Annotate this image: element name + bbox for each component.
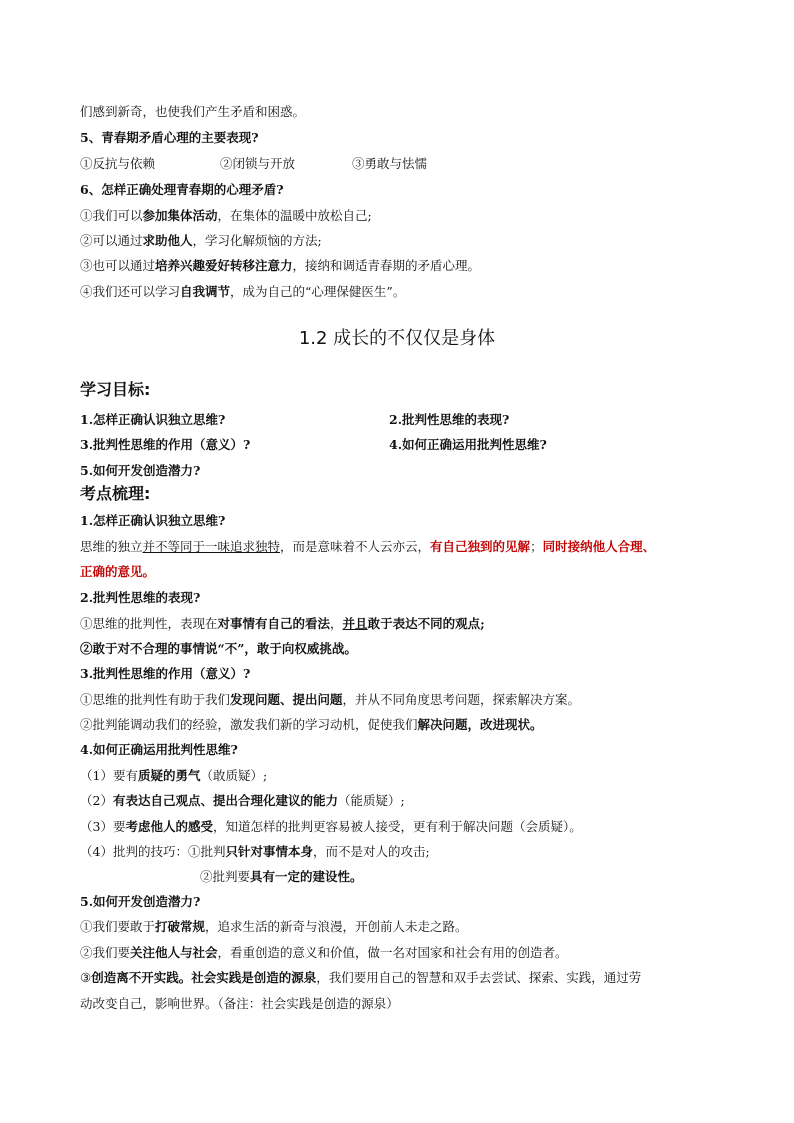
review-p5-l3a: ③ (80, 970, 92, 985)
goal-5: 5.如何开发创造潜力? (80, 463, 201, 478)
review-p4-l4a: （4）批判的技巧：①批判 (80, 844, 226, 859)
q6-line-1-b: 参加集体活动 (142, 208, 218, 223)
review-p1-line-2: 正确的意见。 (80, 564, 156, 579)
review-p4-line-3 (80, 819, 582, 835)
review-p1-a: 思维的独立 (80, 539, 143, 554)
q6-line-1 (80, 208, 372, 224)
review-p2-l1c: ， (330, 616, 343, 631)
review-p5-l2b: 关注他人与社会 (130, 945, 218, 960)
review-p5-title: 5.如何开发创造潜力? (80, 894, 201, 909)
review-p2-l1e: 敢于表达不同的观点; (367, 616, 485, 631)
q6-line-2-c: ，学习化解烦恼的方法; (192, 233, 322, 248)
q6-line-4 (80, 284, 405, 300)
q6-line-1-a: ①我们可以 (80, 208, 143, 223)
review-p4-l5a: ②批判要 (200, 869, 251, 884)
review-p3-l1b: 发现问题、提出问题 (230, 692, 343, 707)
review-p4-l2c: （能质疑）; (337, 793, 405, 808)
q6-line-3-c: ，接纳和调适青春期的矛盾心理。 (292, 258, 481, 273)
review-p4-l4c: ，而不是对人的攻击; (312, 844, 430, 859)
q6-line-3 (80, 258, 480, 274)
review-p4-line-5 (200, 869, 363, 885)
q5-title: 5、青春期矛盾心理的主要表现? (80, 130, 259, 145)
review-p3-l1a: ①思维的批判性有助于我们 (80, 692, 231, 707)
goal-4: 4.如何正确运用批判性思维? (389, 437, 547, 452)
review-p5-l3c: ，我们要用自己的智慧和双手去尝试、探索、实践，通过劳 (316, 970, 642, 985)
review-p5-l1a: ①我们要敢于 (80, 919, 156, 934)
review-p4-line-1 (80, 768, 267, 784)
goal-1: 1.怎样正确认识独立思维? (80, 412, 226, 427)
review-p5-l2c: ，看重创造的意义和价值，做一名对国家和社会有用的创造者。 (217, 945, 568, 960)
review-p4-l1c: （敢质疑）; (200, 768, 268, 783)
review-p1-c: ，而是意味着不人云亦云， (280, 539, 431, 554)
review-p1-e: ； (530, 539, 543, 554)
review-p1-line-1 (80, 539, 655, 555)
q5-answer-2: ②闭锁与开放 (220, 156, 296, 171)
q6-line-3-b: 培养兴趣爱好转移注意力 (155, 258, 293, 273)
review-p1-d: 有自己独到的见解 (430, 539, 531, 554)
q6-line-3-a: ③也可以通过 (80, 258, 156, 273)
review-p4-l4b: 只针对事情本身 (225, 844, 313, 859)
review-heading: 考点梳理: (80, 484, 151, 503)
review-p2-l1d: 并且 (342, 616, 368, 631)
review-p4-l2b: 有表达自己观点、提出合理化建议的能力 (112, 793, 338, 808)
review-p4-title: 4.如何正确运用批判性思维? (80, 742, 238, 757)
review-p4-l1b: 质疑的勇气 (137, 768, 201, 783)
review-p5-l2a: ②我们要 (80, 945, 131, 960)
review-p4-l2a: （2） (80, 793, 113, 808)
q6-line-4-b: 自我调节 (180, 284, 231, 299)
review-p4-l3b: 考虑他人的感受 (125, 819, 213, 834)
intro-line: 们感到新奇，也使我们产生矛盾和困惑。 (80, 104, 306, 119)
q6-line-2-b: 求助他人 (142, 233, 193, 248)
review-p1-b: 并不等同于一味追求独特 (142, 539, 281, 554)
review-p4-l3c: ，知道怎样的批判更容易被人接受，更有利于解决问题（会质疑）。 (212, 819, 582, 834)
review-p5-l1b: 打破常规 (155, 919, 206, 934)
review-p3-title: 3.批判性思维的作用（意义）? (80, 666, 251, 681)
review-p4-l5b: 具有一定的建设性。 (250, 869, 363, 884)
review-p2-l1a: ①思维的批判性，表现在 (80, 616, 218, 631)
review-p2-line-1 (80, 616, 485, 632)
review-p2-line-2: ②敢于对不合理的事情说“不”，敢于向权威挑战。 (80, 641, 357, 656)
review-p3-line-1 (80, 692, 580, 708)
q6-title: 6、怎样正确处理青春期的心理矛盾? (80, 182, 284, 197)
review-p5-line-1 (80, 919, 468, 935)
review-p5-line-3 (80, 970, 641, 986)
section-title: 1.2 成长的不仅仅是身体 (298, 328, 496, 349)
review-p5-line-2 (80, 945, 568, 961)
review-p1-f: 同时接纳他人合理、 (542, 539, 656, 554)
review-p1-title: 1.怎样正确认识独立思维? (80, 513, 226, 528)
q6-line-4-a: ④我们还可以学习 (80, 284, 181, 299)
q6-line-2 (80, 233, 322, 249)
q6-line-4-c: ，成为自己的“心理保健医生”。 (230, 284, 406, 299)
q6-line-2-a: ②可以通过 (80, 233, 143, 248)
review-p2-title: 2.批判性思维的表现? (80, 590, 201, 605)
review-p5-l1c: ，追求生活的新奇与浪漫，开创前人未走之路。 (205, 919, 468, 934)
review-p3-l1c: ，并从不同角度思考问题，探索解决方案。 (342, 692, 581, 707)
review-p5-l3b: 创造离不开实践。社会实践是创造的源泉 (91, 970, 317, 985)
review-p2-l1b: 对事情有自己的看法 (217, 616, 331, 631)
review-p3-line-2 (80, 717, 543, 733)
review-p3-l2a: ②批判能调动我们的经验，激发我们新的学习动机，促使我们 (80, 717, 418, 732)
review-p4-l3a: （3）要 (80, 819, 126, 834)
goals-heading: 学习目标: (80, 380, 151, 399)
q5-answers (80, 156, 428, 172)
q6-line-1-c: ，在集体的温暖中放松自己; (217, 208, 372, 223)
review-p5-line-4: 动改变自己，影响世界。（备注：社会实践是创造的源泉） (80, 996, 399, 1011)
review-p4-line-2 (80, 793, 405, 809)
review-p4-l1a: （1）要有 (80, 768, 138, 783)
goal-3: 3.批判性思维的作用（意义）? (80, 437, 251, 452)
review-p3-l2b: 解决问题，改进现状。 (417, 717, 543, 732)
q5-answer-1: ①反抗与依赖 (80, 156, 156, 171)
goal-2: 2.批判性思维的表现? (389, 412, 510, 427)
review-p4-line-4 (80, 844, 430, 860)
q5-answer-3: ③勇敢与怯懦 (352, 156, 428, 171)
